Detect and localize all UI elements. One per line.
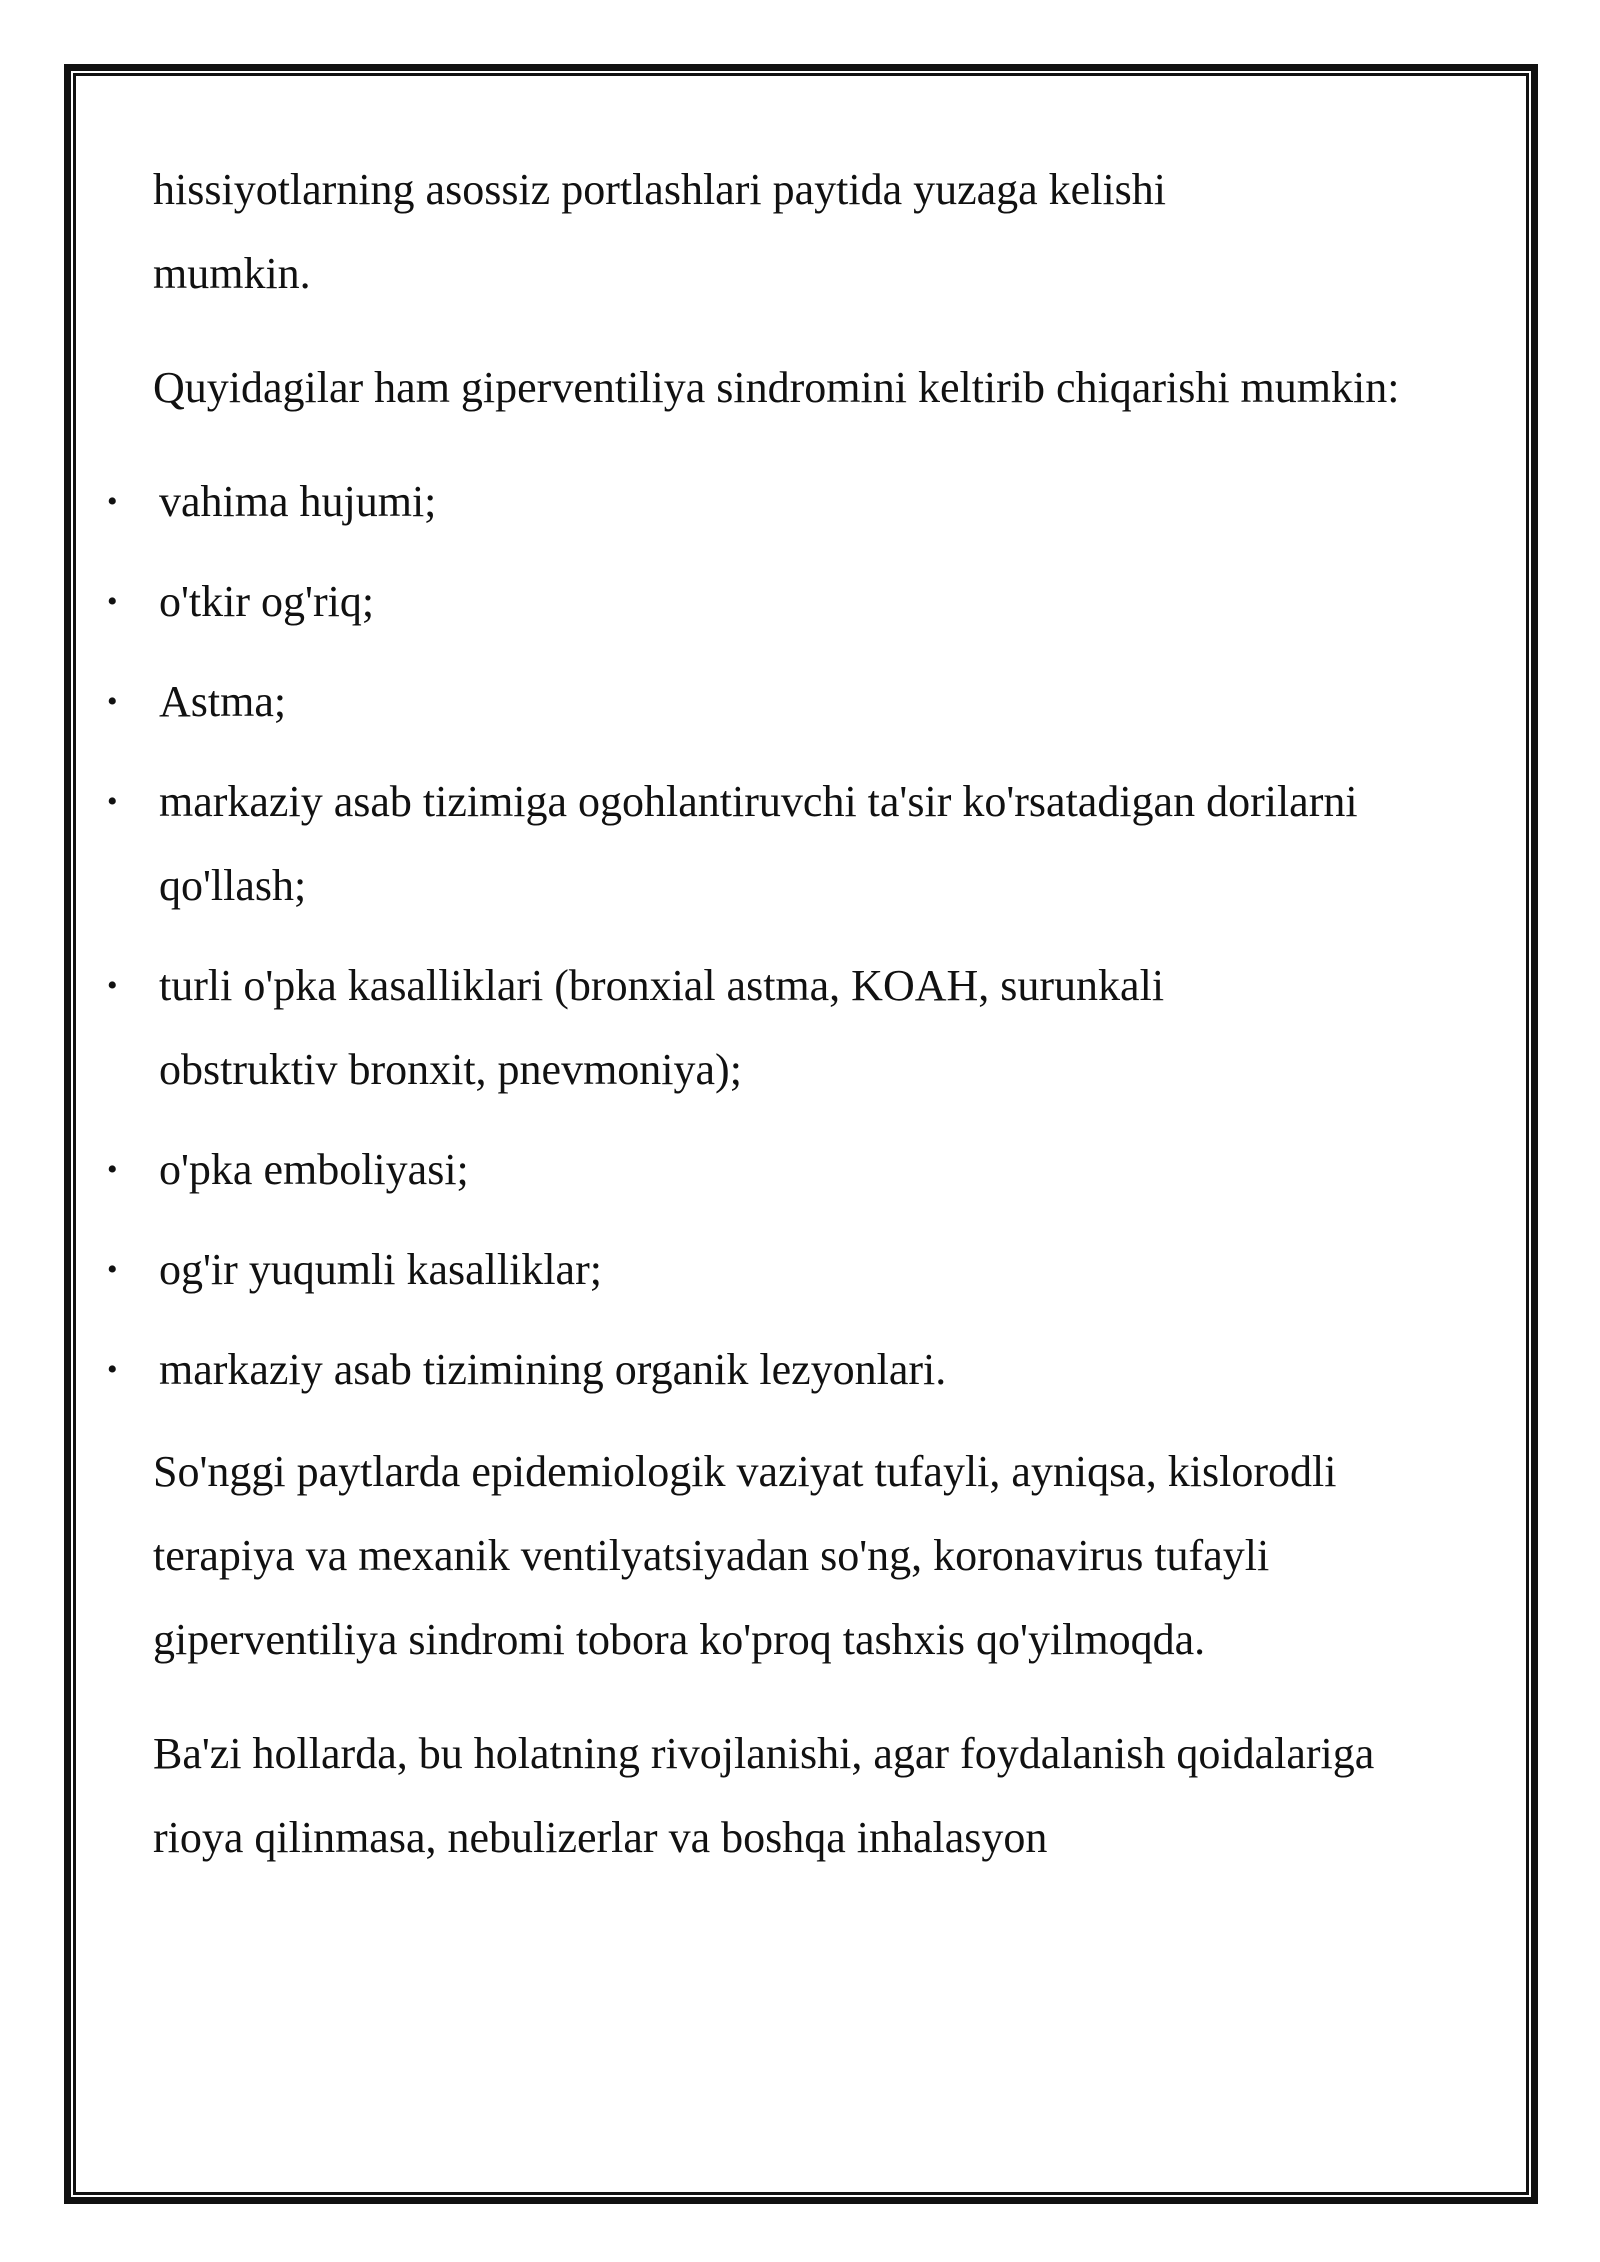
list-item-text: o'pka emboliyasi; [159,1145,469,1194]
list-item [107,1328,1483,1412]
list-item [107,660,1483,744]
document-body [107,148,1483,1910]
paragraph-intro: hissiyotlarning asossiz portlashlari paytida yuzaga kelishi mumkin. [153,165,1167,298]
list-item [107,760,1389,928]
list-item [107,1228,1483,1312]
list-item-text: vahima hujumi; [159,477,437,526]
list-item [107,560,1483,644]
paragraph-epidemiology: So'nggi paytlarda epidemiologik vaziyat tufayli, ayniqsa, kislorodli terapiya va mexanik ventilyatsiyadan so'ng, koronavirus tufayli giperventiliya sindromi tobora ko'proq tashxis qo'yilmoqda. [153,1447,1337,1664]
list-item [107,1128,1483,1212]
paragraph-causes-lead: Quyidagilar ham giperventiliya sindromini keltirib chiqarishi mumkin: [153,363,1400,412]
list-item [107,944,1339,1112]
bullet-icon: • [107,685,118,718]
bullet-icon: • [107,969,118,1002]
list-item-text: og'ir yuqumli kasalliklar; [159,1245,602,1294]
bullet-icon: • [107,1253,118,1286]
list-item [107,460,1483,544]
bullet-icon: • [107,785,118,818]
list-item-text: Astma; [159,677,287,726]
paragraph-nebulizers: Ba'zi hollarda, bu holatning rivojlanishi, agar foydalanish qoidalariga rioya qilinmasa, nebulizerlar va boshqa inhalasyon [153,1729,1375,1862]
list-item-text: markaziy asab tizimining organik lezyonlari. [159,1345,947,1394]
bullet-icon: • [107,585,118,618]
causes-list [107,460,1483,1412]
list-item-text: turli o'pka kasalliklari (bronxial astma, KOAH, surunkali obstruktiv bronxit, pnevmoniya); [159,961,1165,1094]
bullet-icon: • [107,485,118,518]
bullet-icon: • [107,1153,118,1186]
bullet-icon: • [107,1353,118,1386]
list-item-text: o'tkir og'riq; [159,577,375,626]
list-item-text: markaziy asab tizimiga ogohlantiruvchi ta'sir ko'rsatadigan dorilarni qo'llash; [159,777,1358,910]
